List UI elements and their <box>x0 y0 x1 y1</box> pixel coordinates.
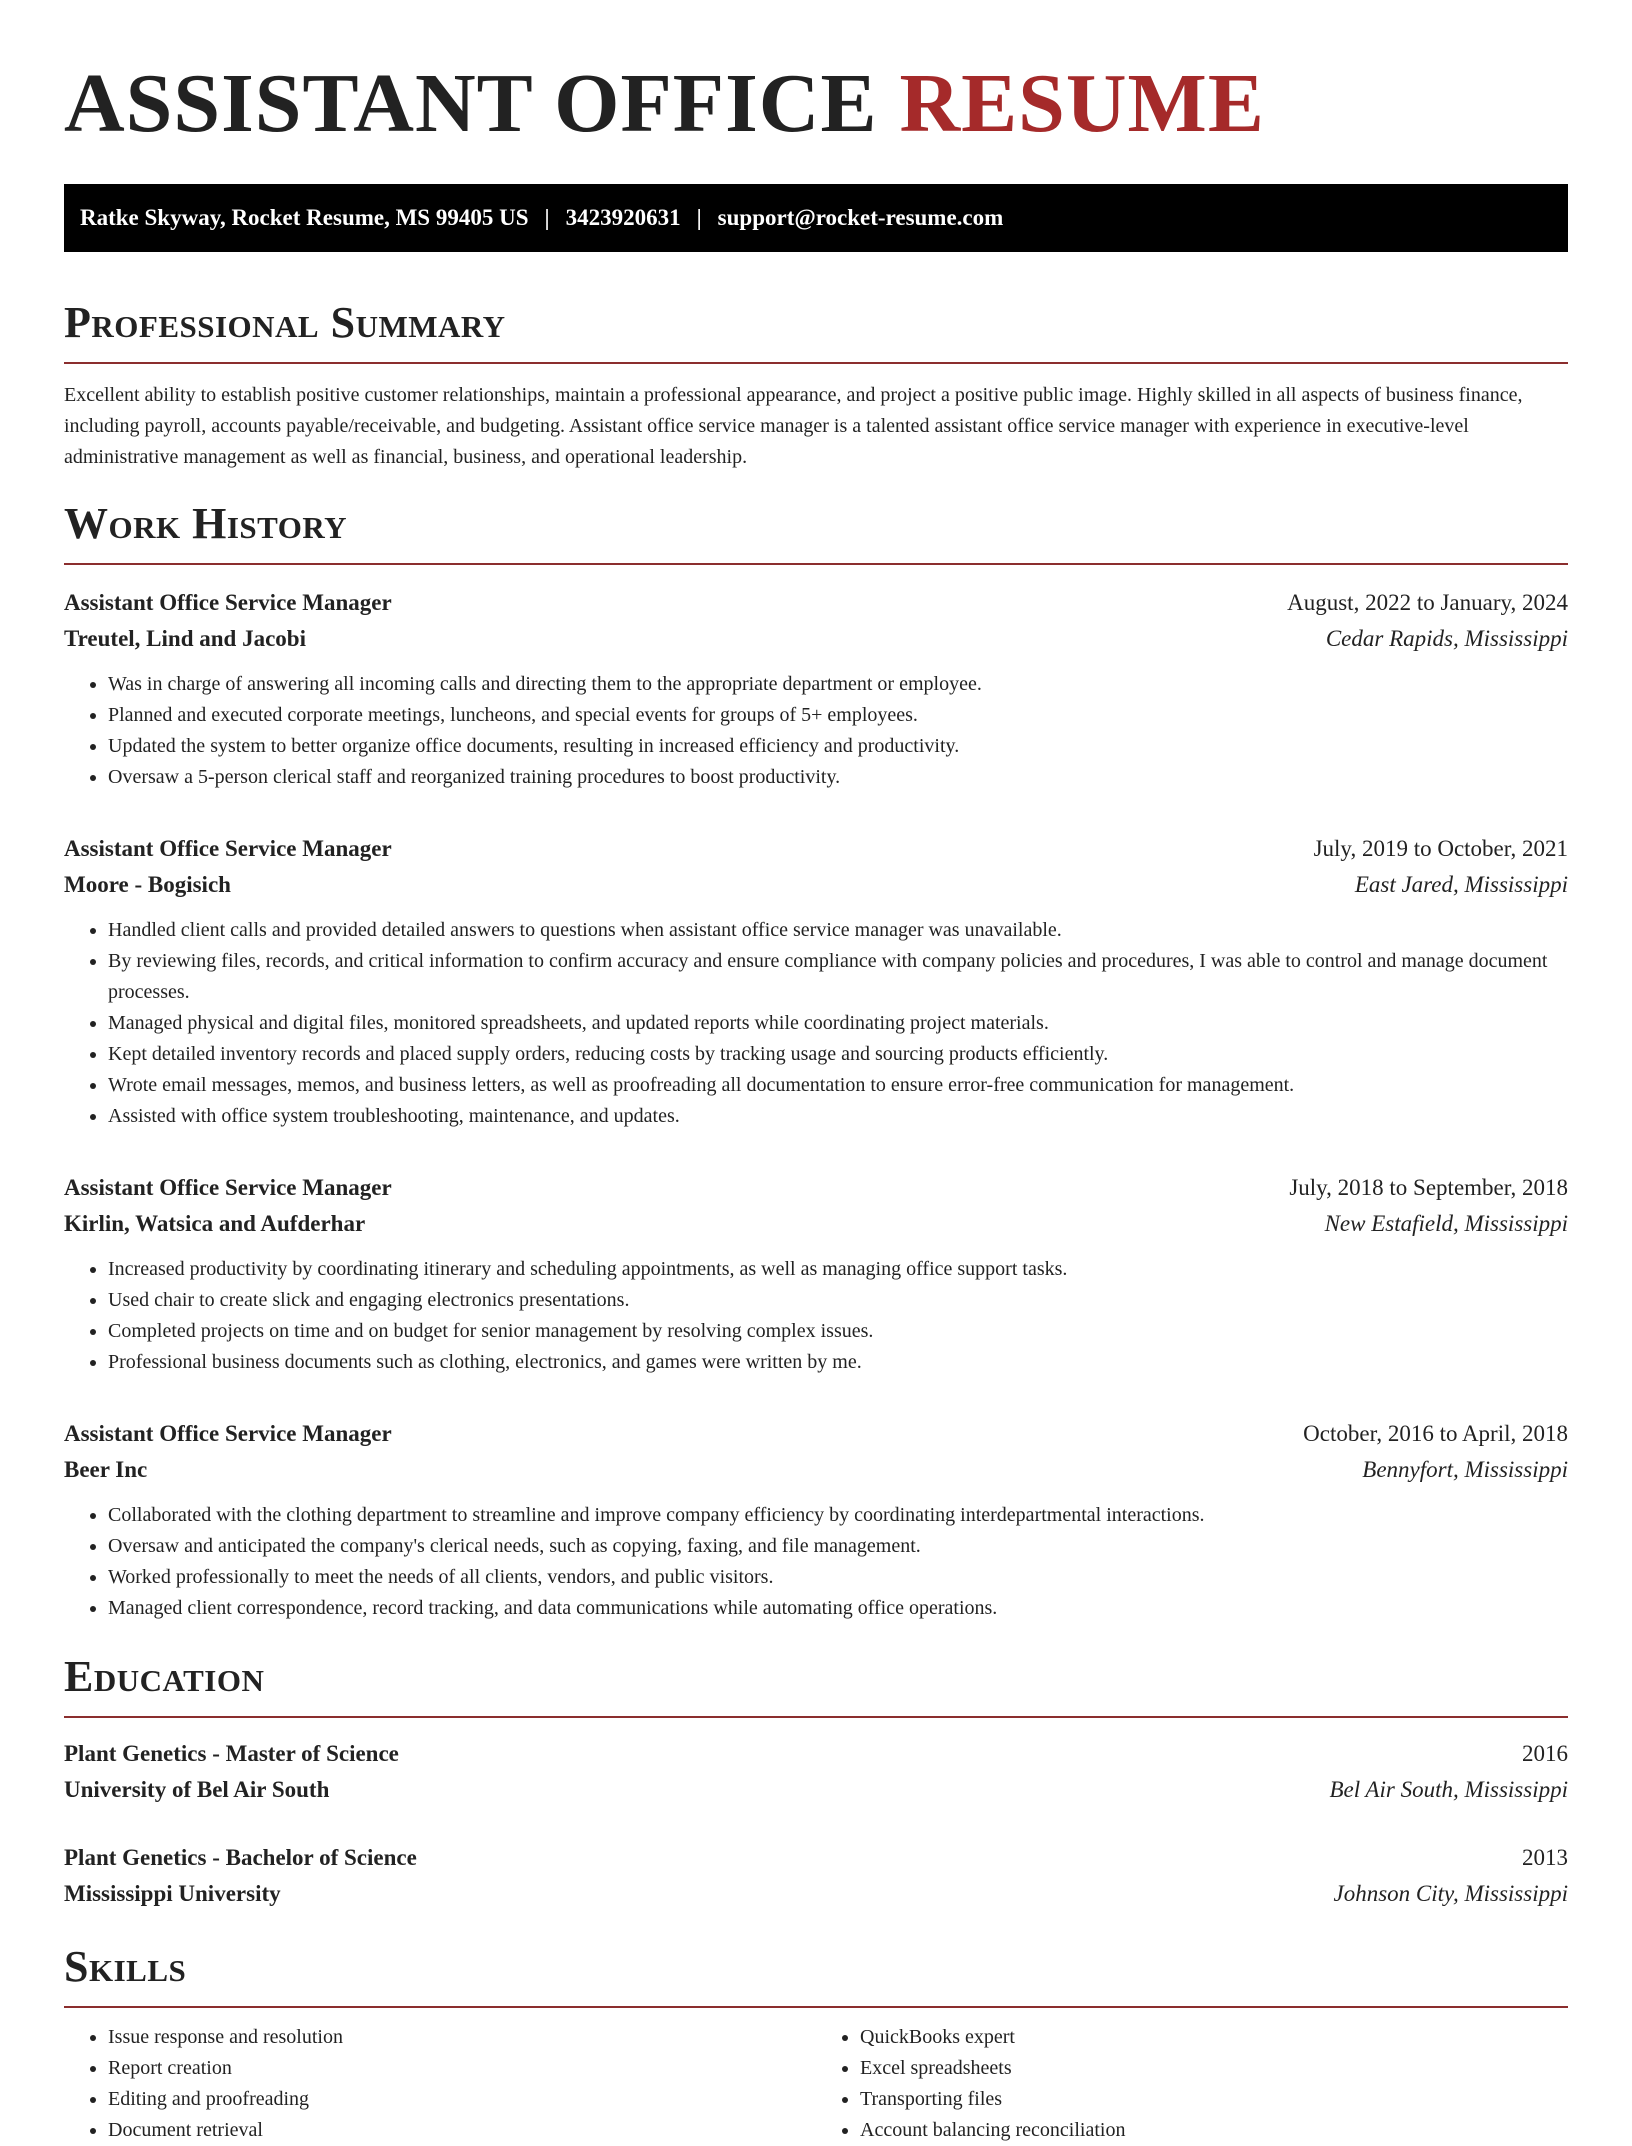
skills-left-list <box>64 2022 816 2146</box>
list-item: • Managed client correspondence, record tracking, and data communications while automating office operations. <box>108 1593 1568 1624</box>
list-item: • Professional business documents such as clothing, electronics, and games were written by me. <box>108 1347 1568 1378</box>
job-dates: August, 2022 to January, 2024 <box>1287 590 1568 615</box>
title-accent: RESUME <box>899 57 1265 150</box>
education-section <box>64 1652 1568 1912</box>
list-item: • Transporting files <box>860 2084 1568 2115</box>
job-bullets <box>64 1500 1568 1624</box>
job-entry <box>64 1416 1568 1624</box>
list-item: • Oversaw and anticipated the company's clerical needs, such as copying, faxing, and file management. <box>108 1531 1568 1562</box>
section-heading: Education <box>64 1652 265 1701</box>
contact-separator: | <box>696 205 702 230</box>
summary-section <box>64 298 1568 473</box>
education-degree: Plant Genetics - Master of Science <box>64 1741 399 1766</box>
list-item: • Handled client calls and provided detailed answers to questions when assistant office service manager was unavailable. <box>108 915 1568 946</box>
job-location: Bennyfort, Mississippi <box>1362 1457 1568 1482</box>
list-item: • Worked professionally to meet the needs of all clients, vendors, and public visitors. <box>108 1562 1568 1593</box>
job-location: East Jared, Mississippi <box>1354 872 1568 897</box>
list-item: • Completed projects on time and on budget for senior management by resolving complex issues. <box>108 1316 1568 1347</box>
job-title: Assistant Office Service Manager <box>64 836 392 861</box>
section-divider <box>64 563 1568 565</box>
list-item: • Collaborated with the clothing department to streamline and improve company efficiency by coordinating interdepartmental interactions. <box>108 1500 1568 1531</box>
section-divider <box>64 362 1568 364</box>
job-bullets <box>64 915 1568 1132</box>
list-item: • Updated the system to better organize office documents, resulting in increased efficiency and productivity. <box>108 731 1568 762</box>
contact-email[interactable]: support@rocket-resume.com <box>717 205 1004 230</box>
job-location: New Estafield, Mississippi <box>1324 1211 1568 1236</box>
list-item: • Excel spreadsheets <box>860 2053 1568 2084</box>
list-item: • Document retrieval <box>108 2115 816 2146</box>
list-item: • Assisted with office system troubleshooting, maintenance, and updates. <box>108 1101 1568 1132</box>
list-item: • Editing and proofreading <box>108 2084 816 2115</box>
job-company: Kirlin, Watsica and Aufderhar <box>64 1211 366 1236</box>
contact-separator: | <box>544 205 550 230</box>
contact-phone[interactable]: 3423920631 <box>565 205 681 230</box>
education-degree: Plant Genetics - Bachelor of Science <box>64 1845 417 1870</box>
skills-section <box>64 1942 1568 2146</box>
job-company: Moore - Bogisich <box>64 872 231 897</box>
section-divider <box>64 2006 1568 2008</box>
job-location: Cedar Rapids, Mississippi <box>1325 626 1568 651</box>
job-company: Beer Inc <box>64 1457 148 1482</box>
summary-text: Excellent ability to establish positive customer relationships, maintain a professional appearance, and project a positive public image. Highly skilled in all aspects of business finance, including payroll, accounts payable/receivable, and budgeting. Assistant office service manager is a talented assistant office service manager with experience in executive-level administrative management as well as financial, business, and operational leadership. <box>64 384 1523 468</box>
list-item: • Issue response and resolution <box>108 2022 816 2053</box>
education-location: Johnson City, Mississippi <box>1333 1881 1568 1906</box>
skills-columns <box>64 2022 1568 2146</box>
job-bullets <box>64 1254 1568 1378</box>
education-location: Bel Air South, Mississippi <box>1329 1777 1568 1802</box>
skills-right-list <box>816 2022 1568 2146</box>
education-school: Mississippi University <box>64 1881 281 1906</box>
contact-address: Ratke Skyway, Rocket Resume, MS 99405 US <box>80 205 529 230</box>
page-title <box>64 0 1568 150</box>
job-title: Assistant Office Service Manager <box>64 1175 392 1200</box>
job-bullets <box>64 669 1568 793</box>
work-history-section <box>64 499 1568 1624</box>
section-divider <box>64 1716 1568 1718</box>
job-title: Assistant Office Service Manager <box>64 590 392 615</box>
list-item: • By reviewing files, records, and critical information to confirm accuracy and ensure compliance with company policies and procedures, I was able to control and manage document processes. <box>108 946 1568 1008</box>
education-school: University of Bel Air South <box>64 1777 330 1802</box>
list-item: • Managed physical and digital files, monitored spreadsheets, and updated reports while coordinating project materials. <box>108 1008 1568 1039</box>
section-heading: Skills <box>64 1942 187 1991</box>
list-item: • Kept detailed inventory records and placed supply orders, reducing costs by tracking usage and sourcing products efficiently. <box>108 1039 1568 1070</box>
job-entry <box>64 831 1568 1132</box>
section-heading: Professional Summary <box>64 298 506 347</box>
job-entry <box>64 1170 1568 1378</box>
education-year: 2013 <box>1522 1845 1568 1870</box>
education-entry <box>64 1736 1568 1808</box>
title-main: ASSISTANT OFFICE <box>64 57 878 150</box>
job-dates: July, 2018 to September, 2018 <box>1289 1175 1568 1200</box>
job-dates: October, 2016 to April, 2018 <box>1303 1421 1568 1446</box>
education-entry <box>64 1840 1568 1912</box>
list-item: • QuickBooks expert <box>860 2022 1568 2053</box>
list-item: • Account balancing reconciliation <box>860 2115 1568 2146</box>
list-item: • Oversaw a 5-person clerical staff and reorganized training procedures to boost productivity. <box>108 762 1568 793</box>
job-company: Treutel, Lind and Jacobi <box>64 626 306 651</box>
job-entry <box>64 585 1568 793</box>
list-item: • Increased productivity by coordinating itinerary and scheduling appointments, as well as managing office support tasks. <box>108 1254 1568 1285</box>
list-item: • Report creation <box>108 2053 816 2084</box>
list-item: • Was in charge of answering all incoming calls and directing them to the appropriate department or employee. <box>108 669 1568 700</box>
education-year: 2016 <box>1522 1741 1568 1766</box>
job-title: Assistant Office Service Manager <box>64 1421 392 1446</box>
section-heading: Work History <box>64 499 348 548</box>
list-item: • Used chair to create slick and engaging electronics presentations. <box>108 1285 1568 1316</box>
job-dates: July, 2019 to October, 2021 <box>1313 836 1568 861</box>
contact-bar <box>64 184 1568 252</box>
list-item: • Wrote email messages, memos, and business letters, as well as proofreading all documentation to ensure error-free communication for management. <box>108 1070 1568 1101</box>
list-item: • Planned and executed corporate meetings, luncheons, and special events for groups of 5+ employees. <box>108 700 1568 731</box>
